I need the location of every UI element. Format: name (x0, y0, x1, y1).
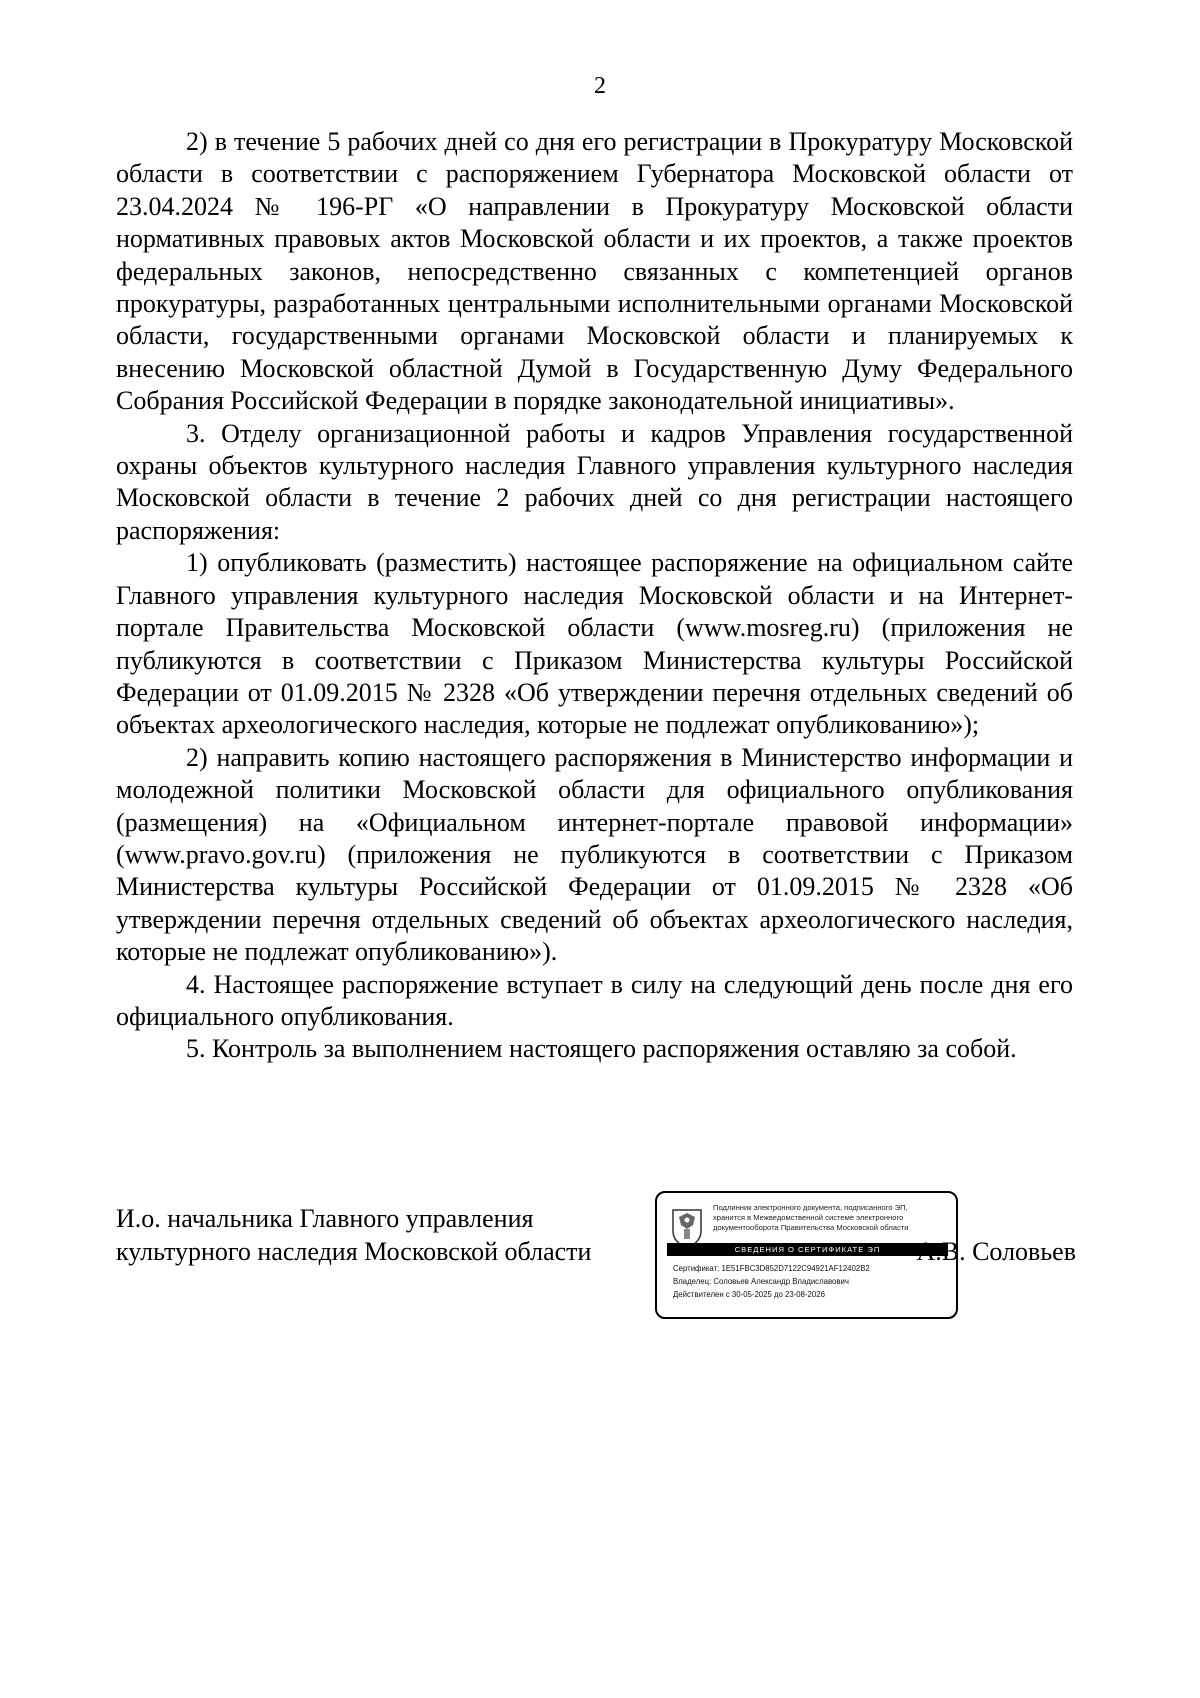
signer-position (116, 1202, 591, 1268)
signature-block (116, 1191, 1076, 1321)
electronic-signature-stamp (655, 1191, 958, 1319)
stamp-description-line3: документооборота Правительства Московской области (713, 1223, 909, 1232)
stamp-description (713, 1203, 953, 1233)
paragraph-section-3: 3. Отделу организационной работы и кадров Управления государственной охраны объектов культурного наследия Главного управления культурного наследия Московской области в течение 2 рабочих дней со дня регистрации настоящего распоряжения: (116, 418, 1073, 545)
stamp-owner: Владелец: Соловьев Александр Владиславович (673, 1277, 849, 1286)
paragraph-item-2-prosecutor: 2) в течение 5 рабочих дней со дня его регистрации в Прокуратуру Московской области в соответствии с распоряжением Губернатора Московской области от 23.04.2024 № 196-РГ «О направлении в Прокуратуру Московской области нормативных правовых актов Московской области и их проектов, а также проектов федеральных законов, непосредственно связанных с компетенцией органов прокуратуры, разработанных центральными исполнительными органами Московской области, государственными органами Московской области и планируемых к внесению Московской областной Думой в Государственную Думу Федерального Собрания Российской Федерации в порядке законодательной инициативы». (116, 127, 1073, 416)
paragraph-item-1-publish: 1) опубликовать (разместить) настоящее распоряжение на официальном сайте Главного управления культурного наследия Московской области и на Интернет-портале Правительства Московской области (www.mosreg.ru) (приложения не публикуются в соответствии с Приказом Министерства культуры Российской Федерации от 01.09.2015 № 2328 «Об утверждении перечня отдельных сведений об объектах археологического наследия, которые не подлежат опубликованию»); (116, 548, 1073, 740)
stamp-certificate: Сертификат: 1E51FBC3D852D7122C94921AF12402B2 (673, 1264, 870, 1273)
stamp-header: СВЕДЕНИЯ О СЕРТИФИКАТЕ ЭП (667, 1243, 948, 1256)
signer-position-line1: И.о. начальника Главного управления (116, 1204, 534, 1233)
document-body (116, 126, 1073, 1066)
paragraph-item-2-send-copy: 2) направить копию настоящего распоряжения в Министерство информации и молодежной политики Московской области для официального опубликования (размещения) на «Официальном интернет-портале правовой информации» (www.pravo.gov.ru) (приложения не публикуются в соответствии с Приказом Министерства культуры Российской Федерации от 01.09.2015 № 2328 «Об утверждении перечня отдельных сведений об объектах археологического наследия, которые не подлежат опубликованию»). (116, 742, 1073, 967)
paragraph-section-4: 4. Настоящее распоряжение вступает в силу на следующий день после дня его официального опубликования. (116, 969, 1073, 1031)
paragraph-section-5: 5. Контроль за выполнением настоящего распоряжения оставляю за собой. (186, 1034, 1017, 1064)
page-number: 2 (594, 73, 606, 99)
signer-name: А.В. Соловьев (916, 1237, 1076, 1266)
stamp-description-line2: хранится в Межведомственной системе электронного (713, 1213, 904, 1222)
stamp-description-line1: Подлинник электронного документа, подписанного ЭП, (713, 1203, 908, 1212)
stamp-validity: Действителен с 30-05-2025 до 23-08-2026 (673, 1290, 825, 1299)
signer-position-line2: культурного наследия Московской области (116, 1237, 592, 1266)
